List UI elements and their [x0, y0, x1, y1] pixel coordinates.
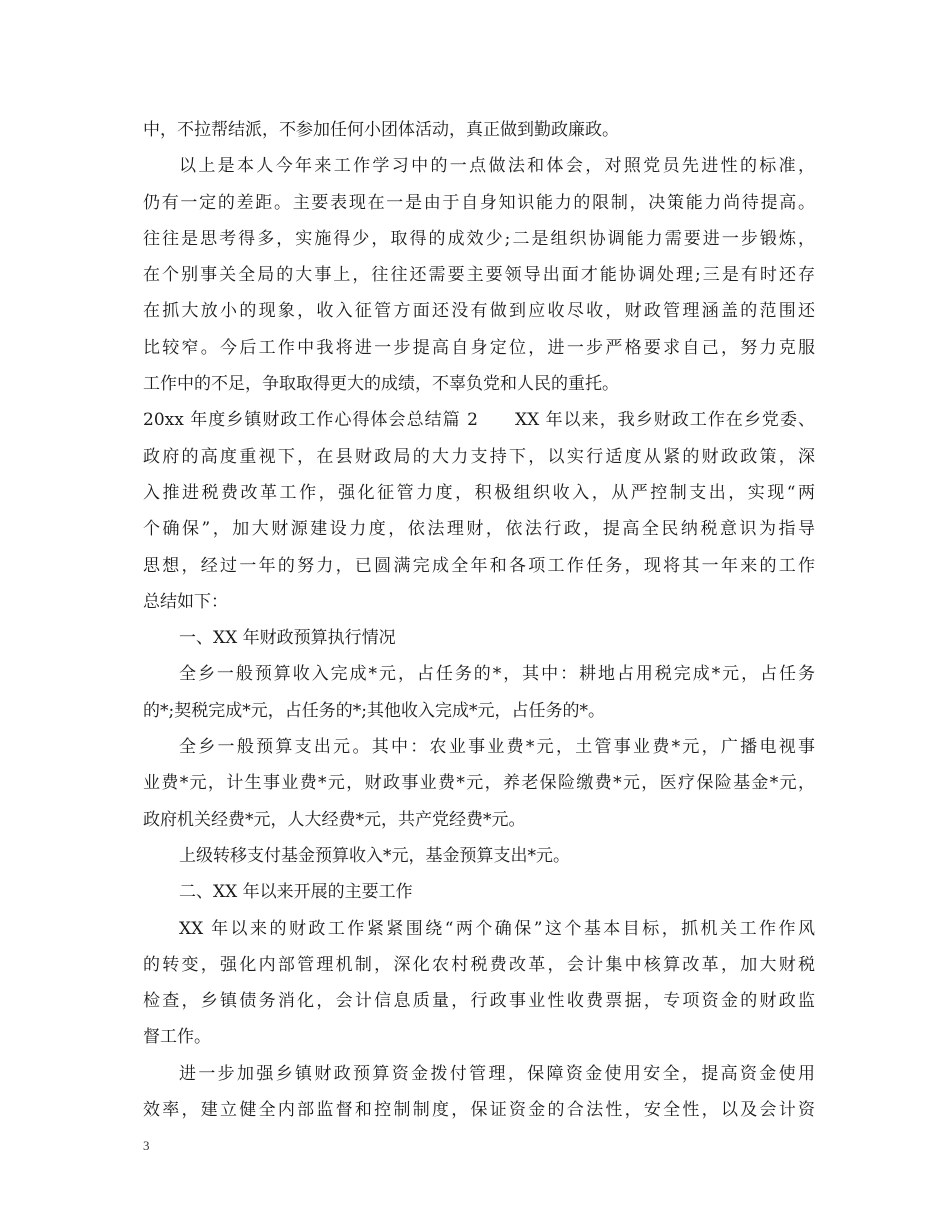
text-line: 政府的高度重视下，在县财政局的大力支持下，以实行适度从紧的财政政策，深 — [143, 446, 815, 467]
text-line: 二、XX 年以来开展的主要工作 — [179, 882, 413, 903]
text-line: 在抓大放小的现象，收入征管方面还没有做到应收尽收，财政管理涵盖的范围还 — [143, 301, 815, 322]
text-line: 效率，建立健全内部监督和控制制度，保证资金的合法性，安全性，以及会计资 — [143, 1100, 815, 1121]
text-line: 进一步加强乡镇财政预算资金拨付管理，保障资金使用安全，提高资金使用 — [179, 1063, 815, 1084]
text-line: 业费*元，计生事业费*元，财政事业费*元，养老保险缴费*元，医疗保险基金*元， — [143, 773, 815, 794]
text-line: 入推进税费改革工作，强化征管力度，积极组织收入，从严控制支出，实现“两 — [143, 482, 815, 503]
text-line: 的转变，强化内部管理机制，深化农村税费改革，会计集中核算改革，加大财税 — [143, 954, 815, 975]
text-line: 工作中的不足，争取取得更大的成绩，不辜负党和人民的重托。 — [143, 374, 619, 395]
text-line: 20xx 年度乡镇财政工作心得体会总结篇 2 XX 年以来，我乡财政工作在乡党委、 — [143, 410, 815, 431]
page-number: 3 — [143, 1138, 150, 1153]
text-line: 往往是思考得多，实施得少，取得的成效少;二是组织协调能力需要进一步锻炼， — [143, 228, 815, 249]
text-line: 思想，经过一年的努力，已圆满完成全年和各项工作任务，现将其一年来的工作 — [143, 555, 815, 576]
text-line: XX 年以来的财政工作紧紧围绕“两个确保”这个基本目标，抓机关工作作风 — [179, 918, 815, 939]
text-line: 中，不拉帮结派，不参加任何小团体活动，真正做到勤政廉政。 — [143, 120, 619, 140]
text-line: 全乡一般预算支出元。其中：农业事业费*元，土管事业费*元，广播电视事 — [179, 737, 815, 758]
text-line: 的*;契税完成*元，占任务的*;其他收入完成*元，占任务的*。 — [143, 700, 605, 721]
text-line: 以上是本人今年来工作学习中的一点做法和体会，对照党员先进性的标准， — [179, 156, 815, 177]
text-line: 一、XX 年财政预算执行情况 — [179, 628, 396, 649]
text-line: 在个别事关全局的大事上，往往还需要主要领导出面才能协调处理;三是有时还存 — [143, 265, 815, 286]
text-line: 政府机关经费*元，人大经费*元，共产党经费*元。 — [143, 809, 526, 830]
text-line: 比较窄。今后工作中我将进一步提高自身定位，进一步严格要求自己，努力克服 — [143, 337, 815, 358]
text-line: 个确保”，加大财源建设力度，依法理财，依法行政，提高全民纳税意识为指导 — [143, 519, 815, 540]
text-line: 总结如下： — [143, 591, 228, 612]
text-line: 上级转移支付基金预算收入*元，基金预算支出*元。 — [179, 845, 570, 866]
text-line: 仍有一定的差距。主要表现在一是由于自身知识能力的限制，决策能力尚待提高。 — [143, 192, 815, 213]
text-line: 全乡一般预算收入完成*元，占任务的*，其中：耕地占用税完成*元，占任务 — [179, 664, 815, 685]
text-line: 检查，乡镇债务消化，会计信息质量，行政事业性收费票据，专项资金的财政监 — [143, 991, 815, 1012]
text-line: 督工作。 — [143, 1027, 211, 1048]
document-body — [143, 112, 815, 1128]
